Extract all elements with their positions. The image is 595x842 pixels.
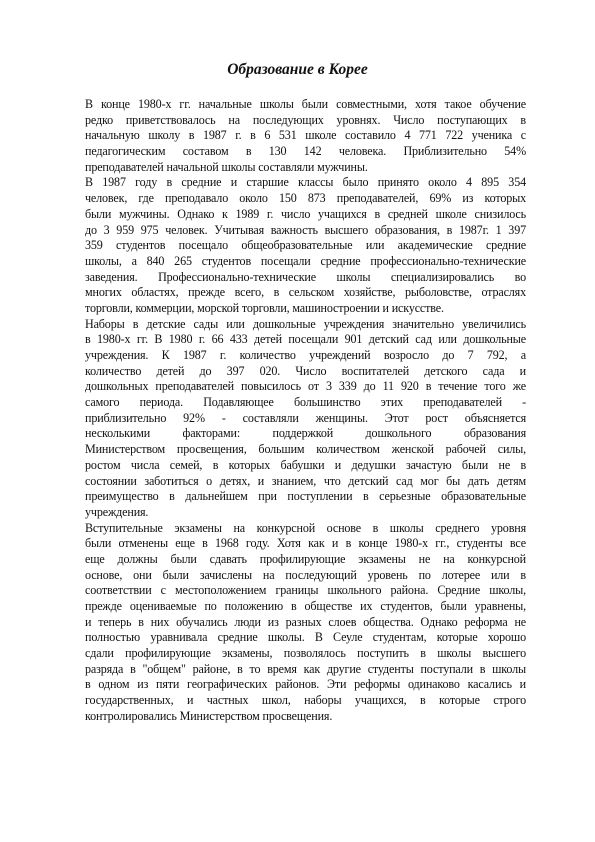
paragraph bbox=[85, 317, 526, 521]
text-line: соответствии с местоположением границы школьного района. Средние школы, bbox=[85, 583, 526, 598]
text-line: начальную школу в 1987 г. в 6 531 школе составило 4 771 722 ученика с bbox=[85, 128, 526, 143]
text-line: Министерством просвещения, большим количеством женской рабочей силы, bbox=[85, 442, 526, 457]
text-line: разряда в "общем" районе, в то время как другие студенты поступали в школы bbox=[85, 661, 526, 676]
document-body bbox=[85, 97, 526, 725]
text-line: еще должны были сдавать профилирующие экзамены не на конкурсной bbox=[85, 551, 526, 566]
text-line: редко приветствовалось на последующих уровнях. Число поступающих в bbox=[85, 112, 526, 127]
paragraph bbox=[85, 175, 526, 316]
text-line: многих областях, прежде всего, в сельском хозяйстве, рыболовстве, отраслях bbox=[85, 285, 526, 300]
text-line: 359 студентов посещало общеобразовательные или академические средние bbox=[85, 238, 526, 253]
text-line: в 1980-х гг. В 1980 г. 66 433 детей посещали 901 детский сад или дошкольные bbox=[85, 332, 526, 347]
text-line: Наборы в детские сады или дошкольные учреждения значительно увеличились bbox=[85, 316, 526, 331]
text-line: преподавателей начальной школы составляли мужчины. bbox=[85, 159, 368, 174]
text-line: прежде оцениваемые по положению в обществе их студентов, были уравнены, bbox=[85, 599, 526, 613]
text-line: полностью уравнивала средние школы. В Сеуле студентам, которые хорошо bbox=[85, 630, 526, 645]
text-line: в одном из пяти географических районов. Эти реформы одинаково касались и bbox=[85, 677, 526, 692]
text-line: заведения. Профессионально-технические школы специализировались во bbox=[85, 269, 526, 284]
text-line: количество детей до 397 020. Число воспитателей детского сада и bbox=[85, 363, 526, 378]
text-line: торговли, коммерции, морской торговли, машиностроении и искусстве. bbox=[85, 300, 444, 315]
text-line: Вступительные экзамены на конкурсной основе в школы среднего уровня bbox=[85, 520, 526, 535]
text-line: до 3 959 975 человек. Учитывая важность высшего образования, в 1987г. 1 397 bbox=[85, 222, 526, 237]
text-line: ростом числа семей, в которых бабушки и дедушки зачастую были не в bbox=[85, 457, 526, 472]
text-line: человек, где преподавало около 150 873 преподавателей, 69% из которых bbox=[85, 191, 526, 206]
text-line: школы, а 840 265 студентов посещали средние профессионально-технические bbox=[85, 253, 526, 268]
text-line: контролировались Министерством просвещения. bbox=[85, 708, 333, 723]
text-line: дошкольных преподавателей повысилось от 3 339 до 11 920 в течение того же bbox=[85, 379, 526, 394]
text-line: учреждения. К 1987 г. количество учреждений возросло до 7 792, а bbox=[85, 348, 526, 362]
text-line: государственных, и частных школ, наборы учащихся, в которые строго bbox=[85, 693, 526, 708]
text-line: педагогическим составом в 130 142 человека. Приблизительно 54% bbox=[85, 144, 526, 159]
paragraph bbox=[85, 97, 526, 175]
text-line: преимущество в дальнейшем при поступлении в серьезные образовательные bbox=[85, 489, 526, 504]
text-line: сдали профилирующие экзамены, позволялось поступить в школы высшего bbox=[85, 646, 526, 661]
text-line: учреждения. bbox=[85, 504, 149, 519]
text-line: самого периода. Подавляющее большинство этих преподавателей - bbox=[85, 395, 526, 410]
text-line: основе, они были зачислены на последующий уровень по лотерее или в bbox=[85, 567, 526, 582]
text-line: состоянии заботиться о детях, и знанием, что детский сад мог бы дать детям bbox=[85, 473, 526, 488]
document-title: Образование в Корее bbox=[227, 61, 368, 78]
text-line: и теперь в них обучались люди из разных слоев общества. Однако реформа не bbox=[85, 614, 526, 629]
text-line: несколькими факторами: поддержкой дошкольного образования bbox=[85, 426, 526, 441]
text-line: были отменены еще в 1968 году. Хотя как и в конце 1980-х гг., студенты все bbox=[85, 536, 526, 551]
text-line: В 1987 году в средние и старшие классы было принято около 4 895 354 bbox=[85, 175, 526, 190]
text-line: были мужчины. Однако к 1989 г. число учащихся в средней школе снизилось bbox=[85, 206, 526, 221]
text-line: В конце 1980-х гг. начальные школы были совместными, хотя такое обучение bbox=[85, 97, 526, 111]
paragraph bbox=[85, 521, 526, 725]
text-line: приблизительно 92% - составляли женщины. Этот рост объясняется bbox=[85, 410, 526, 425]
